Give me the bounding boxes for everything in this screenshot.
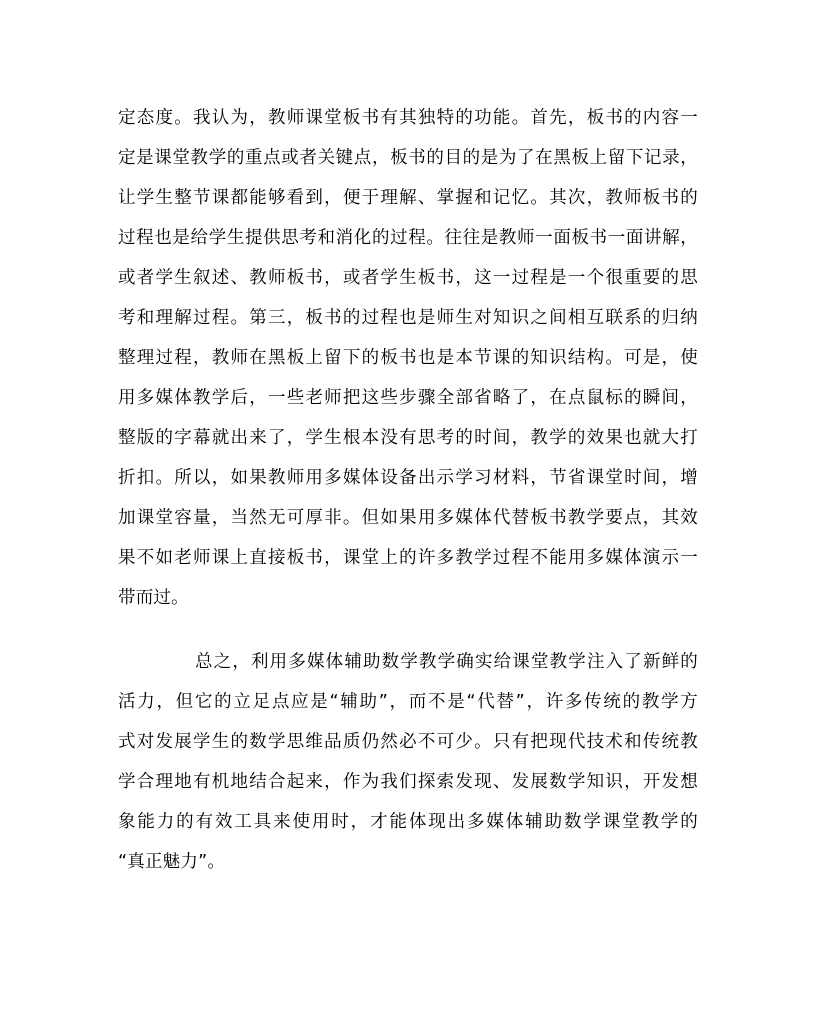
paragraph-line: 象能力的有效工具来使用时，才能体现出多媒体辅助数学课堂教学的 bbox=[118, 812, 698, 832]
paragraph-line: “真正魅力”。 bbox=[118, 852, 226, 872]
paragraph-line: 学合理地有机地结合起来，作为我们探索发现、发展数学知识，开发想 bbox=[118, 772, 698, 792]
paragraph-line: 考和理解过程。第三，板书的过程也是师生对知识之间相互联系的归纳 bbox=[118, 308, 698, 328]
paragraph-line: 果不如老师课上直接板书，课堂上的许多教学过程不能用多媒体演示一 bbox=[118, 548, 698, 568]
paragraph-line: 整理过程，教师在黑板上留下的板书也是本节课的知识结构。可是，使 bbox=[118, 348, 698, 368]
paragraph-line: 带而过。 bbox=[118, 588, 189, 608]
paragraph-line: 定是课堂教学的重点或者关键点，板书的目的是为了在黑板上留下记录， bbox=[118, 148, 698, 168]
paragraph-line: 或者学生叙述、教师板书，或者学生板书，这一过程是一个很重要的思 bbox=[118, 268, 698, 288]
paragraph-line: 折扣。所以，如果教师用多媒体设备出示学习材料，节省课堂时间，增 bbox=[118, 468, 698, 488]
paragraph-line: 活力，但它的立足点应是“辅助”，而不是“代替”，许多传统的教学方 bbox=[118, 692, 698, 712]
paragraph-line: 总之，利用多媒体辅助数学教学确实给课堂教学注入了新鲜的 bbox=[195, 652, 698, 672]
paragraph-line: 式对发展学生的数学思维品质仍然必不可少。只有把现代技术和传统教 bbox=[118, 732, 698, 752]
paragraph-line: 让学生整节课都能够看到，便于理解、掌握和记忆。其次，教师板书的 bbox=[118, 188, 698, 208]
paragraph-line: 加课堂容量，当然无可厚非。但如果用多媒体代替板书教学要点，其效 bbox=[118, 508, 698, 528]
paragraph-line: 整版的字幕就出来了，学生根本没有思考的时间，教学的效果也就大打 bbox=[118, 428, 698, 448]
paragraph-line: 定态度。我认为，教师课堂板书有其独特的功能。首先，板书的内容一 bbox=[118, 108, 698, 128]
paragraph-line: 用多媒体教学后，一些老师把这些步骤全部省略了，在点鼠标的瞬间， bbox=[118, 388, 698, 408]
paragraph-line: 过程也是给学生提供思考和消化的过程。往往是教师一面板书一面讲解， bbox=[118, 228, 698, 248]
